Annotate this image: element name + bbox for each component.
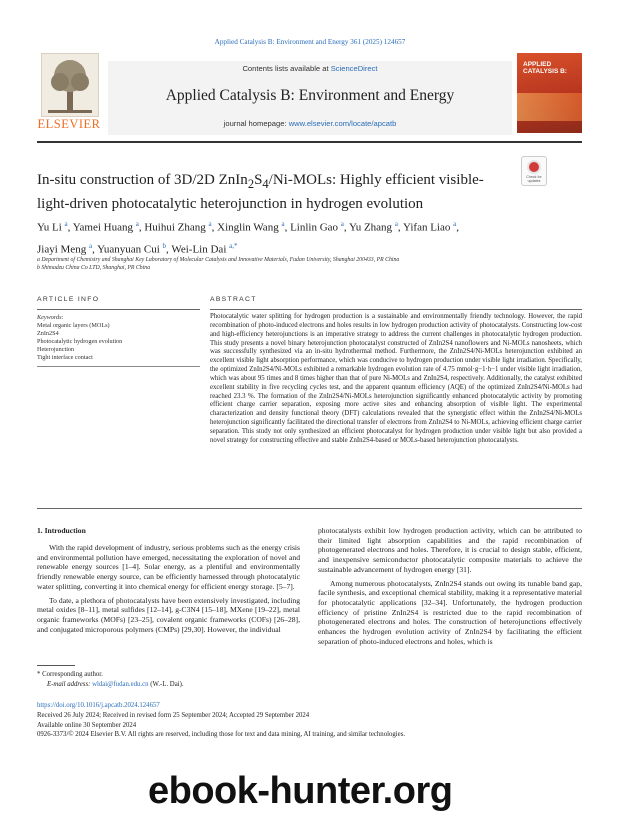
author-affil-mark[interactable]: a — [394, 220, 398, 228]
abstract-end-divider — [37, 508, 582, 509]
homepage-link[interactable]: www.elsevier.com/locate/apcatb — [288, 119, 397, 128]
contents-line — [108, 64, 512, 73]
author-name[interactable]: Yu Li — [37, 221, 62, 234]
footnote-divider — [37, 665, 75, 666]
email-line — [37, 680, 337, 690]
article-title: In-situ construction of 3D/2D $ZnIn_2S_4/Ni$-MOLs: Highly efficient visible-light-driven photocatalytic heterojunction in hydrogen evolution — [37, 172, 484, 212]
keyword-item: Tight interface contact — [37, 354, 93, 361]
section-heading-introduction: 1. Introduction — [37, 526, 86, 535]
cover-band — [517, 93, 582, 121]
cover-title: APPLIED CATALYSIS B: — [523, 61, 567, 75]
check-updates-icon — [527, 160, 541, 174]
body-column-left — [37, 543, 300, 638]
journal-masthead — [108, 61, 512, 135]
check-for-updates-button[interactable] — [521, 156, 547, 186]
watermark-text: ebook-hunter.org — [148, 770, 453, 812]
author-name[interactable]: Wei-Lin Dai — [171, 243, 227, 256]
email-suffix: (W.-L. Dai). — [150, 680, 184, 688]
keywords-block — [37, 314, 197, 362]
journal-cover-thumbnail[interactable] — [517, 53, 582, 133]
homepage-line — [108, 119, 512, 128]
body-column-right — [318, 526, 582, 650]
journal-citation-link[interactable]: Applied Catalysis B: Environment and Energy 361 (2025) 124657 — [214, 38, 406, 46]
author-affil-mark[interactable]: a — [88, 241, 93, 250]
body-paragraph: Among numerous photocatalysts, ZnIn2S4 stands out owing its tunable band gap, facile synthesis, and exceptional chemical stability, making it a representative material for photocatalytic applications [32–34]. Unfortunately, the hydrogen production efficiency of pristine ZnIn2S4 is restricted due to the rapid recombination of photogenerated electrons and holes. The construction of heterojunctions effectively enhances the hydrogen evolution activity of ZnIn2S4 by facilitating the efficient separation of photo-induced electrons and holes, which is — [318, 578, 582, 646]
email-label: E-mail address: — [47, 680, 91, 688]
abstract-text: Photocatalytic water splitting for hydrogen production is a sustainable and environmentally friendly technology. However, the rapid recombination of photo-induced electrons and holes results in low hydrogen production activity of photocatalysts. Constructing low-cost and high-efficiency heterojunctions is an imperative strategy to address the current challenges in photocatalytic hydrogen production. This study presents a novel binary heterojunction photocatalyst constructed of ZnIn2S4 nanoflowers and Ni-MOLs nanosheets, which was successfully synthesized via an in-situ hydrothermal method. Furthermore, the ZnIn2S4/Ni-MOLs heterojunction exhibited an excellent visible light absorption performance, which was conducive to hydrogen production under visible light irradiation. Specifically, the optimized ZnIn2S4/Ni-MOLs exhibited a remarkable hydrogen evolution rate of 4.75 mmol·g−1·h−1 under visible light irradiation, which was about 95 times and 8 times higher than that of pure Ni-MOLs and ZnIn2S4, respectively. Additionally, the catalyst exhibited excellent stability in five recycling cycles test, and the apparent quantum efficiency (AQE) of the optimized ZnIn2S4/Ni-MOLs had reached 23.3 %. The formation of the ZnIn2S4/Ni-MOLs heterojunction significantly enhanced photocatalytic activity by promoting efficient charge carrier separation, exposing more active sites and enhancing absorption of visible light. The experimental characterization and density functional theory (DFT) calculations revealed that the synergistic effect within the ZnIn2S4/Ni-MOLs heterojunction significantly facilitated the directional transfer of electrons from ZnIn2S4 to Ni-MOLs, achieving efficient charge carrier separation. This study not only synthesized an efficient photocatalyst for hydrogen production under visible light but also provided a novel strategy for constructing effective and stable ZnIn2S4-based or MOLs-based heterojunction photocatalysts. — [210, 313, 582, 444]
body-paragraph: With the rapid development of industry, serious problems such as the energy crisis and environmental pollution have emerged, necessitating the exploration of novel and renewable energy sources [1–4]. Solar energy, as a plentiful and environmentally friendly renewable energy source, can be efficiently harnessed through photocatalytic water splitting, converting it into chemical energy for efficient energy storage. [5–7]. — [37, 543, 300, 591]
elsevier-tree-icon — [41, 53, 99, 117]
author-affil-mark[interactable]: a — [208, 220, 212, 228]
sciencedirect-link[interactable]: ScienceDirect — [330, 64, 378, 73]
author-affil-mark[interactable]: a — [453, 220, 457, 228]
author-affil-mark[interactable]: a,* — [229, 241, 238, 250]
author-name[interactable]: Jiayi Meng — [37, 243, 87, 256]
corresponding-author-footnote — [37, 670, 337, 689]
author-line-1: Yu Li $^a$, Yamei Huang $^a$, Huihui Zhang $^a$, Xinglin Wang $^a$, Linlin Gao $^a$, Yu Zhang $^a$, Yifan Liao $^a$, — [37, 220, 459, 234]
contents-prefix: Contents lists available at — [242, 64, 329, 73]
author-name[interactable]: Yamei Huang — [72, 221, 133, 234]
article-info-divider — [37, 309, 200, 310]
keywords-label: Keywords: — [37, 314, 64, 321]
author-name[interactable]: Linlin Gao — [290, 221, 339, 234]
publication-info — [37, 701, 582, 740]
header-divider — [37, 141, 582, 143]
abstract-divider — [210, 309, 582, 310]
author-name[interactable]: Yuanyuan Cui — [97, 243, 160, 256]
journal-title: Applied Catalysis B: Environment and Energy — [165, 87, 455, 104]
author-name[interactable]: Huihui Zhang — [144, 221, 206, 234]
affiliations — [37, 256, 582, 272]
corresponding-author-label: * Corresponding author. — [37, 671, 103, 678]
abstract-heading: ABSTRACT — [210, 296, 257, 303]
body-paragraph: photocatalysts exhibit low hydrogen production activity, which can be attributed to their limited light absorption capabilities and the rapid recombination of photogenerated electrons and holes. Therefore, it is crucial to design stable, efficient, and inexpensive semiconductor photocatalytic composite materials to achieve the sustainable advancement of hydrogen energy [31]. — [318, 526, 582, 574]
homepage-prefix: journal homepage: — [223, 119, 287, 128]
received-dates: Received 26 July 2024; Received in revised form 25 September 2024; Accepted 29 September 2024 — [37, 711, 310, 719]
keyword-item: ZnIn2S4 — [37, 330, 59, 337]
author-name[interactable]: Yu Zhang — [348, 221, 393, 234]
author-affil-mark[interactable]: b — [162, 241, 167, 250]
author-affil-mark[interactable]: a — [64, 220, 68, 228]
author-list — [37, 215, 557, 258]
body-paragraph: To date, a plethora of photocatalysts have been extensively investigated, including metal oxides [8–11], metal sulfides [12–14], g-C3N4 [15–18], MXene [19–22], metal organic frameworks (MOFs) [23–25], covalent organic frameworks (COFs) [26–28], and conjugated microporous polymers (CMPs) [29,30]. However, the individual — [37, 595, 300, 634]
affiliation-b: b Shimadzu China Co LTD, Shanghai, PR China — [37, 265, 151, 271]
keywords-divider — [37, 366, 200, 367]
copyright-notice: 0926-3373/© 2024 Elsevier B.V. All rights are reserved, including those for text and data mining, AI training, and similar technologies. — [37, 731, 406, 739]
publisher-name: ELSEVIER — [37, 117, 101, 131]
keyword-item: Metal organic layers (MOLs) — [37, 322, 110, 329]
author-line-2: Jiayi Meng $^a$, Yuanyuan Cui $^b$, Wei-Lin Dai $^{a,*}$ — [37, 241, 238, 256]
author-affil-mark[interactable]: a — [340, 220, 344, 228]
keyword-item: Heterojunction — [37, 346, 75, 353]
doi-link[interactable]: https://doi.org/10.1016/j.apcatb.2024.124657 — [37, 702, 160, 709]
article-info-heading: ARTICLE INFO — [37, 296, 100, 303]
elsevier-logo[interactable] — [37, 53, 101, 131]
author-name[interactable]: Xinglin Wang — [217, 221, 279, 234]
email-link[interactable]: wldai@fudan.edu.cn — [92, 680, 149, 688]
check-updates-label: Check for updates — [526, 175, 542, 183]
available-online: Available online 30 September 2024 — [37, 721, 137, 729]
author-name[interactable]: Yifan Liao — [403, 221, 451, 234]
author-affil-mark[interactable]: a — [135, 220, 139, 228]
affiliation-a: a Department of Chemistry and Shanghai Key Laboratory of Molecular Catalysis and Innovative Materials, Fudan University, Shanghai 200433, PR China — [37, 257, 400, 263]
author-affil-mark[interactable]: a — [281, 220, 285, 228]
keyword-item: Photocatalytic hydrogen evolution — [37, 338, 123, 345]
